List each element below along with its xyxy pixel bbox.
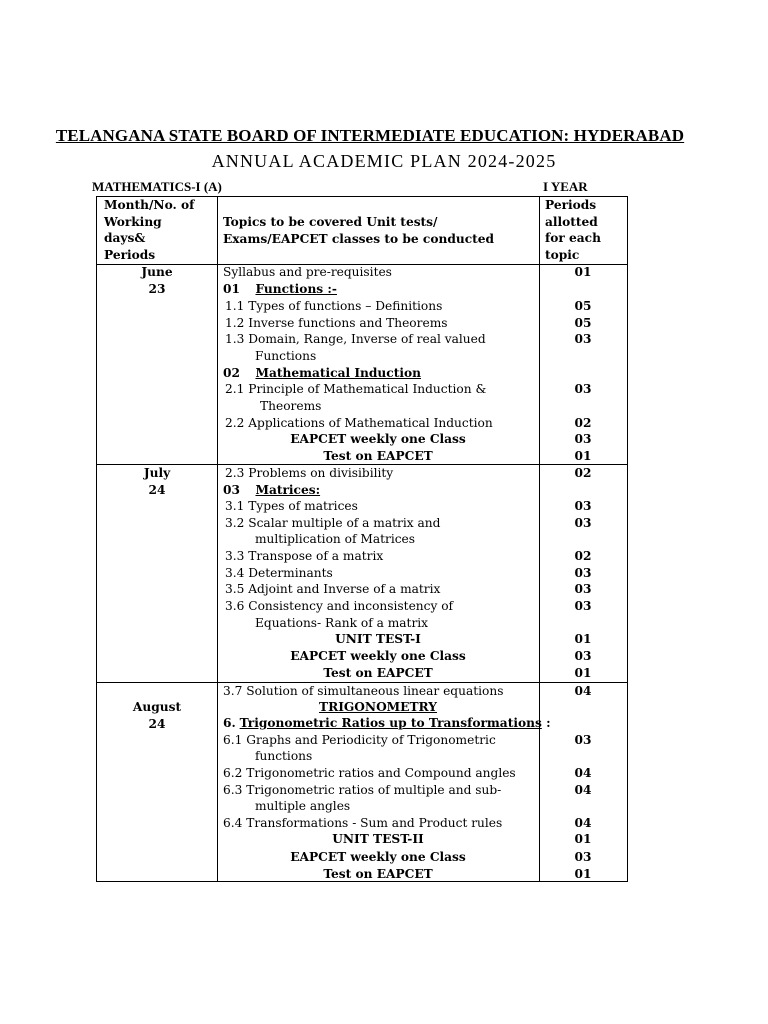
period-count: 01 — [574, 666, 592, 680]
period-count: 03 — [574, 599, 592, 613]
topic-row: 1.1 Types of functions – Definitions — [225, 299, 443, 313]
period-count: 03 — [574, 432, 592, 446]
header-periods-cell: Periods allotted for each topic — [545, 198, 601, 262]
topic-row: multiple angles — [255, 799, 351, 813]
topic-row: 6.1 Graphs and Periodicity of Trigonometric — [223, 733, 496, 747]
topic-row: Functions — [255, 349, 317, 363]
topic-row: 3.7 Solution of simultaneous linear equations — [223, 684, 504, 698]
topic-row: 3.1 Types of matrices — [225, 499, 358, 513]
topic-row: 6.4 Transformations - Sum and Product rules — [223, 816, 503, 830]
unit-title: Matrices: — [255, 483, 321, 497]
topic-row: Test on EAPCET — [323, 666, 433, 680]
topic-row — [223, 365, 421, 382]
period-count: 01 — [574, 867, 592, 881]
unit-title: Functions :- — [255, 282, 337, 296]
topic-row: EAPCET weekly one Class — [290, 649, 466, 663]
month-cell-august: August 24 — [132, 700, 182, 731]
subject-label: MATHEMATICS-I (A) — [92, 179, 222, 194]
topic-row: 3.2 Scalar multiple of a matrix and — [225, 516, 441, 530]
topic-row: 2.2 Applications of Mathematical Induction — [225, 416, 493, 430]
period-count: 02 — [574, 416, 592, 430]
period-count: 03 — [574, 382, 592, 396]
month-cell-july: July 24 — [143, 466, 171, 497]
topic-row: 3.4 Determinants — [225, 566, 333, 580]
period-count: 02 — [574, 549, 592, 563]
period-count: 03 — [574, 850, 592, 864]
period-count: 04 — [574, 783, 592, 797]
period-count: 03 — [574, 733, 592, 747]
period-count: 03 — [574, 649, 592, 663]
unit-title: Trigonometric Ratios up to Transformations — [239, 716, 542, 730]
board-title: TELANGANA STATE BOARD OF INTERMEDIATE EDUCATION: HYDERABAD — [55, 126, 685, 145]
topic-row: TRIGONOMETRY — [319, 700, 437, 714]
topic-row: 6.2 Trigonometric ratios and Compound angles — [223, 766, 516, 780]
column-divider — [539, 197, 540, 881]
unit-title: Mathematical Induction — [255, 366, 421, 380]
period-count: 03 — [574, 332, 592, 346]
topic-row: 6. Trigonometric Ratios up to Transformations : — [223, 716, 551, 730]
topic-row: EAPCET weekly one Class — [290, 432, 466, 446]
column-divider — [217, 197, 218, 881]
topic-row: Theorems — [260, 399, 322, 413]
unit-number: 02 — [223, 366, 240, 380]
topic-row: Test on EAPCET — [323, 449, 433, 463]
topic-row: multiplication of Matrices — [255, 532, 416, 546]
topic-row: 1.3 Domain, Range, Inverse of real valued — [225, 332, 486, 346]
period-count: 03 — [574, 499, 592, 513]
topic-row: 1.2 Inverse functions and Theorems — [225, 316, 448, 330]
academic-plan-table — [96, 196, 628, 882]
topic-row: UNIT TEST-I — [335, 632, 421, 646]
period-count: 04 — [574, 816, 592, 830]
topic-row — [223, 482, 320, 499]
topic-row: Syllabus and pre-requisites — [223, 265, 392, 279]
header-topics-cell: Topics to be covered Unit tests/ Exams/EAPCET classes to be conducted — [223, 215, 495, 246]
topic-row: 6.3 Trigonometric ratios of multiple and sub- — [223, 783, 502, 797]
period-count: 04 — [574, 766, 592, 780]
period-count: 01 — [574, 632, 592, 646]
topic-row: Equations- Rank of a matrix — [255, 616, 429, 630]
period-count: 05 — [574, 299, 592, 313]
unit-number: 03 — [223, 483, 240, 497]
header-month-cell: Month/No. of Working days& Periods — [104, 198, 195, 262]
period-count: 05 — [574, 316, 592, 330]
topic-row: Test on EAPCET — [323, 867, 433, 881]
topic-row: 3.6 Consistency and inconsistency of — [225, 599, 454, 613]
period-count: 02 — [574, 466, 592, 480]
period-count: 04 — [574, 684, 592, 698]
plan-title: ANNUAL ACADEMIC PLAN 2024-2025 — [211, 151, 557, 171]
topic-row: UNIT TEST-II — [332, 832, 424, 846]
topic-row: 3.5 Adjoint and Inverse of a matrix — [225, 582, 441, 596]
topic-row: 2.1 Principle of Mathematical Induction & — [225, 382, 487, 396]
unit-number: 6. — [223, 716, 236, 730]
year-label: I YEAR — [543, 179, 588, 194]
topic-row: 3.3 Transpose of a matrix — [225, 549, 384, 563]
period-count: 01 — [574, 832, 592, 846]
period-count: 03 — [574, 516, 592, 530]
topic-row: 2.3 Problems on divisibility — [225, 466, 394, 480]
topic-row — [223, 281, 337, 298]
unit-number: 01 — [223, 282, 240, 296]
period-count: 01 — [574, 265, 592, 279]
topic-row: functions — [255, 749, 313, 763]
period-count: 03 — [574, 566, 592, 580]
period-count: 01 — [574, 449, 592, 463]
topic-row: EAPCET weekly one Class — [290, 850, 466, 864]
month-cell-june: June 23 — [141, 265, 173, 296]
period-count: 03 — [574, 582, 592, 596]
